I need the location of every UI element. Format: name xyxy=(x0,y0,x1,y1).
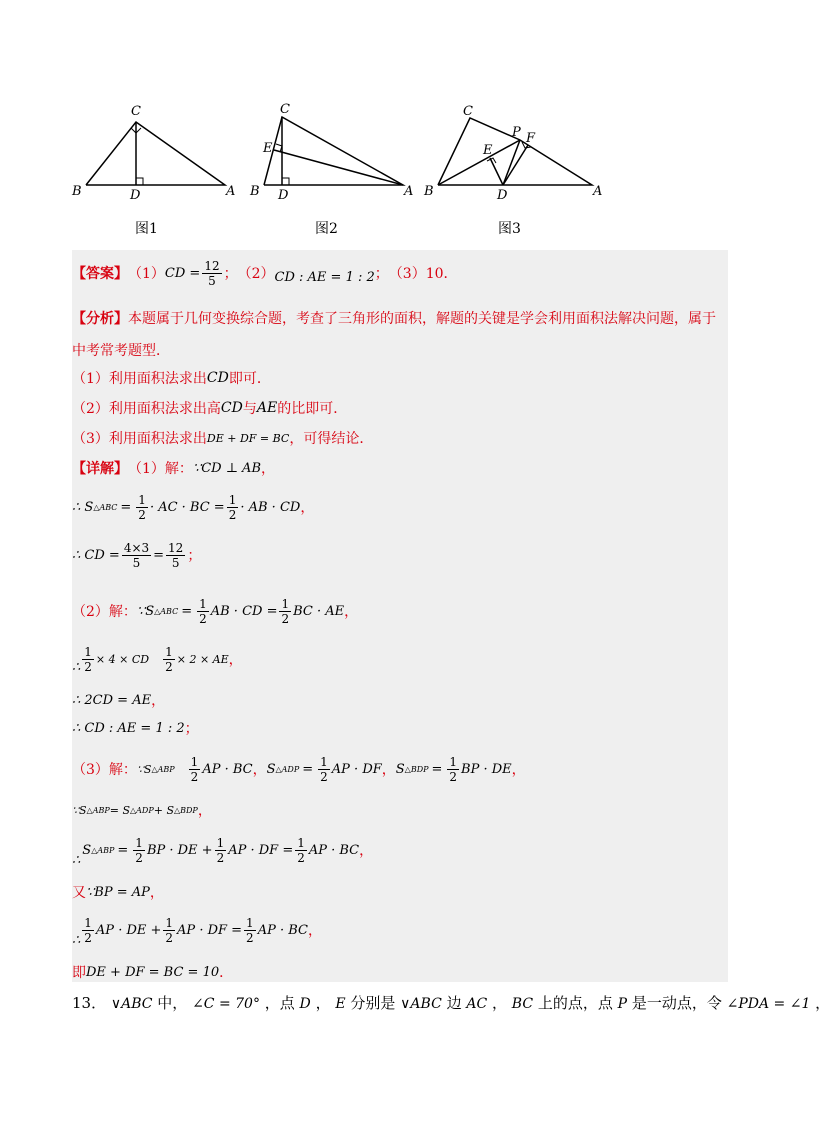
frac-numerator: 1 xyxy=(84,915,92,930)
fig2-label-d: D xyxy=(278,188,289,203)
frac-numerator: 1 xyxy=(138,492,146,507)
detail-l13-pre: 即 xyxy=(72,965,86,981)
detail-l12-b: AP · DF = xyxy=(177,922,243,938)
frac-denominator: 2 xyxy=(320,769,328,784)
detail-l9-a: ∵S xyxy=(72,803,87,817)
half-fraction xyxy=(295,836,307,865)
analysis-line-1 xyxy=(72,308,716,328)
question-number: 13． xyxy=(72,994,107,1012)
detail-line-4 xyxy=(72,594,358,628)
detail-l12-a: AP · DE + xyxy=(95,922,162,938)
half-fraction xyxy=(82,645,94,674)
detail-l9-sub-b: △ADP xyxy=(130,805,154,815)
point-e: E xyxy=(335,996,346,1012)
detail-l9-sub-a: △ABP xyxy=(86,805,110,815)
detail-l11-post: ， xyxy=(149,885,164,901)
detail-l7-post: ； xyxy=(184,721,199,737)
figure-3 xyxy=(423,104,602,203)
detail-line-11 xyxy=(72,882,164,902)
half-fraction xyxy=(136,493,148,522)
frac-denominator: 2 xyxy=(190,769,199,784)
detail-l13-post: ． xyxy=(219,965,234,981)
detail-l8-d: = xyxy=(302,761,314,777)
frac-denominator: 2 xyxy=(216,850,225,865)
analysis-step-3 xyxy=(72,428,373,448)
detail-l6-expr: ∴ 2CD = AE xyxy=(72,692,152,708)
figures-area xyxy=(60,95,740,245)
analysis-step1-pre: （1）利用面积法求出 xyxy=(72,371,207,387)
frac-numerator: 12 xyxy=(204,258,220,273)
detail-l11-expr: ∵BP = AP xyxy=(86,884,150,900)
detail-l3-fraction xyxy=(122,541,151,570)
half-fraction xyxy=(163,916,175,945)
frac-numerator: 12 xyxy=(168,540,184,555)
detail-l4-c: AB · CD = xyxy=(210,603,278,619)
detail-l12-c: AP · BC xyxy=(257,922,308,938)
detail-l4-pre: （2）解： xyxy=(72,604,137,620)
detail-l8-sub-a: △ABP xyxy=(151,764,175,774)
answer-part1-num: （1） xyxy=(128,266,165,282)
fig1-label-b: B xyxy=(72,184,82,199)
detail-l2-d: · AB · CD xyxy=(240,499,301,515)
answer-part1-fraction xyxy=(202,259,221,288)
fig3-label-d: D xyxy=(497,188,508,203)
detail-l1-pre: （1）解： xyxy=(128,461,193,477)
detail-l8-b: AP · BC xyxy=(202,761,253,777)
answer-part2-num: （2） xyxy=(237,266,275,282)
frac-denominator: 2 xyxy=(297,850,305,865)
answer-sep1: ； xyxy=(223,266,238,282)
frac-denominator: 2 xyxy=(199,611,207,626)
fig2-label-b: B xyxy=(250,184,260,199)
analysis-line-2 xyxy=(72,340,170,360)
frac-numerator: 4×3 xyxy=(123,540,150,555)
point-d: D xyxy=(299,996,311,1012)
analysis-step1-var: CD xyxy=(206,370,229,386)
side-ac: AC xyxy=(466,996,488,1012)
frac-numerator: 1 xyxy=(84,644,92,659)
detail-line-8 xyxy=(72,752,526,786)
angle-c: ∠C = 70° xyxy=(192,996,260,1012)
detail-l10-d: AP · DF = xyxy=(228,842,294,858)
detail-l9-c: + S xyxy=(153,803,174,817)
fig2-label-c: C xyxy=(280,102,290,117)
answer-sep2: ； xyxy=(374,266,389,282)
detail-l4-d: BC · AE xyxy=(293,603,345,619)
answer-part1-expr: CD = xyxy=(164,265,201,281)
detail-l8-sep2: ， xyxy=(381,762,396,778)
frac-denominator: 2 xyxy=(84,930,92,945)
detail-l8-sub-c: △ADP xyxy=(275,764,300,774)
frac-denominator: 2 xyxy=(84,659,92,674)
q13-text-8: 是一动点，令 xyxy=(631,994,722,1012)
detail-l10-sub-a: △ABP xyxy=(91,845,115,855)
triangle-abc: ∨ABC xyxy=(110,996,153,1012)
detail-line-5 xyxy=(72,642,243,676)
question-13 xyxy=(72,992,830,1013)
detail-l1-expr: ∵CD ⊥ AB xyxy=(192,460,261,476)
detail-l8-f: S xyxy=(395,761,405,777)
fig3-label-p: P xyxy=(512,125,521,140)
therefore-symbol: ∴ xyxy=(72,932,81,948)
frac-numerator: 1 xyxy=(297,835,305,850)
detail-line-12 xyxy=(72,912,322,948)
detail-l8-h: BP · DE xyxy=(461,761,512,777)
frac-denominator: 5 xyxy=(208,273,216,288)
frac-numerator: 1 xyxy=(165,644,173,659)
detail-l2-sub: △ABC xyxy=(93,502,118,512)
detail-l10-b: = xyxy=(117,842,129,858)
detail-l2-a: ∴ S xyxy=(72,499,94,515)
frac-numerator: 1 xyxy=(320,754,328,769)
detail-l10-a: S xyxy=(82,842,92,858)
detail-l9-b: = S xyxy=(109,803,130,817)
answer-part3: （3）10． xyxy=(388,266,458,282)
side-bc: BC xyxy=(511,996,534,1012)
frac-numerator: 1 xyxy=(165,915,174,930)
fig1-label-d: D xyxy=(130,188,141,203)
detail-line-13 xyxy=(72,962,233,982)
q13-text-1: 中， xyxy=(157,994,188,1012)
analysis-step2-var2: AE xyxy=(256,400,278,416)
fig3-label-f: F xyxy=(526,131,536,146)
half-fraction xyxy=(163,645,175,674)
detail-line-10 xyxy=(72,832,373,868)
detail-line-7 xyxy=(72,718,199,738)
q13-text-5: 边 xyxy=(446,994,462,1012)
frac-numerator: 1 xyxy=(199,596,207,611)
detail-l3-eq: = xyxy=(153,547,165,563)
detail-l8-a: ∵S xyxy=(136,762,152,776)
triangle-abc-2: ∨ABC xyxy=(400,996,442,1012)
frac-denominator: 2 xyxy=(449,769,458,784)
detail-l9-post: ， xyxy=(197,803,212,819)
detail-l8-post: ， xyxy=(511,762,526,778)
detail-l4-a: ∵S xyxy=(136,603,155,619)
half-fraction xyxy=(82,916,94,945)
analysis-step-2 xyxy=(72,398,347,418)
detail-line-1 xyxy=(72,458,275,478)
fig2-label-a: A xyxy=(404,184,414,199)
q13-text-2: ，点 xyxy=(264,994,295,1012)
detail-l9-sub-c: △BDP xyxy=(173,805,198,815)
detail-l3-result xyxy=(166,541,185,570)
therefore-symbol: ∴ xyxy=(72,659,81,675)
fig2-caption: 图2 xyxy=(315,221,338,237)
analysis-step2-post: 的比即可． xyxy=(277,401,348,417)
detail-l8-sub-f: △BDP xyxy=(404,764,429,774)
fig3-label-b: B xyxy=(424,184,434,199)
half-fraction xyxy=(447,755,459,784)
angle-pda: ∠PDA = ∠1 xyxy=(726,996,811,1012)
detail-l8-g: = xyxy=(431,761,443,777)
frac-numerator: 1 xyxy=(281,596,290,611)
q13-text-4: 分别是 xyxy=(350,994,396,1012)
half-fraction xyxy=(215,836,227,865)
detail-l4-b: = xyxy=(181,603,193,619)
detail-l8-c: S xyxy=(266,761,276,777)
half-fraction xyxy=(279,597,291,626)
frac-denominator: 2 xyxy=(138,507,146,522)
frac-numerator: 1 xyxy=(449,754,458,769)
half-fraction xyxy=(133,836,145,865)
analysis-step3-pre: （3）利用面积法求出 xyxy=(72,431,207,447)
detail-l5-a: × 4 × CD xyxy=(95,652,150,666)
detail-l11-pre: 又 xyxy=(72,885,86,901)
detail-l10-post: ， xyxy=(359,843,374,859)
frac-denominator: 2 xyxy=(281,611,290,626)
answer-part2-expr: CD : AE = 1 : 2 xyxy=(274,269,375,285)
frac-denominator: 5 xyxy=(171,555,180,570)
detail-l5-b: × 2 × AE xyxy=(176,652,229,666)
analysis-step2-mid: 与 xyxy=(242,401,257,417)
fig3-label-c: C xyxy=(463,104,473,119)
detail-l4-sub: △ABC xyxy=(154,606,179,616)
fig3-caption: 图3 xyxy=(498,221,521,237)
analysis-text-2: 中考常考题型． xyxy=(72,343,170,359)
frac-numerator: 1 xyxy=(246,915,254,930)
q13-text-9: ， xyxy=(815,994,830,1012)
frac-denominator: 5 xyxy=(132,555,141,570)
frac-denominator: 2 xyxy=(165,930,174,945)
detail-line-6 xyxy=(72,690,165,710)
frac-numerator: 1 xyxy=(135,835,143,850)
analysis-step2-var1: CD xyxy=(220,400,243,416)
half-fraction xyxy=(318,755,330,784)
detail-line-2 xyxy=(72,490,314,524)
analysis-step1-post: 即可． xyxy=(228,371,271,387)
detail-l10-c: BP · DE + xyxy=(146,842,213,858)
detail-l5-post: ， xyxy=(228,652,243,668)
frac-denominator: 2 xyxy=(165,659,173,674)
half-fraction xyxy=(227,493,239,522)
frac-denominator: 2 xyxy=(135,850,143,865)
q13-text-3: ， xyxy=(315,994,331,1012)
detail-l10-e: AP · BC xyxy=(308,842,360,858)
fig3-label-e: E xyxy=(483,143,493,158)
detail-line-3 xyxy=(72,538,201,572)
detail-l1-post: ， xyxy=(261,461,275,477)
analysis-text-1: 本题属于几何变换综合题，考查了三角形的面积，解题的关键是学会利用面积法解决问题，属于 xyxy=(128,311,716,327)
frac-numerator: 1 xyxy=(190,754,199,769)
half-fraction xyxy=(197,597,209,626)
detail-l2-post: ， xyxy=(300,500,315,516)
detail-line-9 xyxy=(72,800,212,820)
q13-text-6: ， xyxy=(491,994,507,1012)
analysis-step3-expr: DE + DF = BC xyxy=(206,431,290,445)
therefore-symbol: ∴ xyxy=(72,852,81,868)
detail-l3-a: ∴ CD = xyxy=(72,547,120,563)
fig1-label-c: C xyxy=(131,104,141,119)
half-fraction xyxy=(244,916,256,945)
point-p: P xyxy=(617,996,628,1012)
detail-l6-post: ， xyxy=(151,693,166,709)
half-fraction xyxy=(189,755,201,784)
analysis-step3-post: ，可得结论． xyxy=(289,431,374,447)
q13-text-7: 上的点，点 xyxy=(537,994,613,1012)
detail-l2-c: · AC · BC = xyxy=(149,499,225,515)
frac-denominator: 2 xyxy=(228,507,237,522)
detail-l3-post: ； xyxy=(187,548,202,564)
answer-line xyxy=(72,258,458,288)
fig1-caption: 图1 xyxy=(135,221,158,237)
frac-numerator: 1 xyxy=(216,835,225,850)
fig2-label-e: E xyxy=(263,141,273,156)
detail-l4-post: ， xyxy=(344,604,359,620)
detail-l13-expr: DE + DF = BC = 10 xyxy=(86,964,220,980)
detail-label: 【详解】 xyxy=(72,461,128,477)
analysis-step-1 xyxy=(72,368,271,388)
analysis-label: 【分析】 xyxy=(72,311,128,327)
detail-l12-post: ， xyxy=(307,923,322,939)
detail-l8-pre: （3）解： xyxy=(72,762,137,778)
detail-l8-sep1: ， xyxy=(252,762,267,778)
detail-l8-e: AP · DF xyxy=(331,761,382,777)
fig3-label-a: A xyxy=(593,184,603,199)
analysis-step2-pre: （2）利用面积法求出高 xyxy=(72,401,221,417)
figure-1 xyxy=(71,104,235,203)
answer-label: 【答案】 xyxy=(72,266,128,282)
detail-l2-b: = xyxy=(120,499,132,515)
frac-denominator: 2 xyxy=(246,930,254,945)
frac-numerator: 1 xyxy=(228,492,237,507)
figure-2 xyxy=(249,102,413,203)
detail-l7-expr: ∴ CD : AE = 1 : 2 xyxy=(72,720,185,736)
fig1-label-a: A xyxy=(226,184,236,199)
